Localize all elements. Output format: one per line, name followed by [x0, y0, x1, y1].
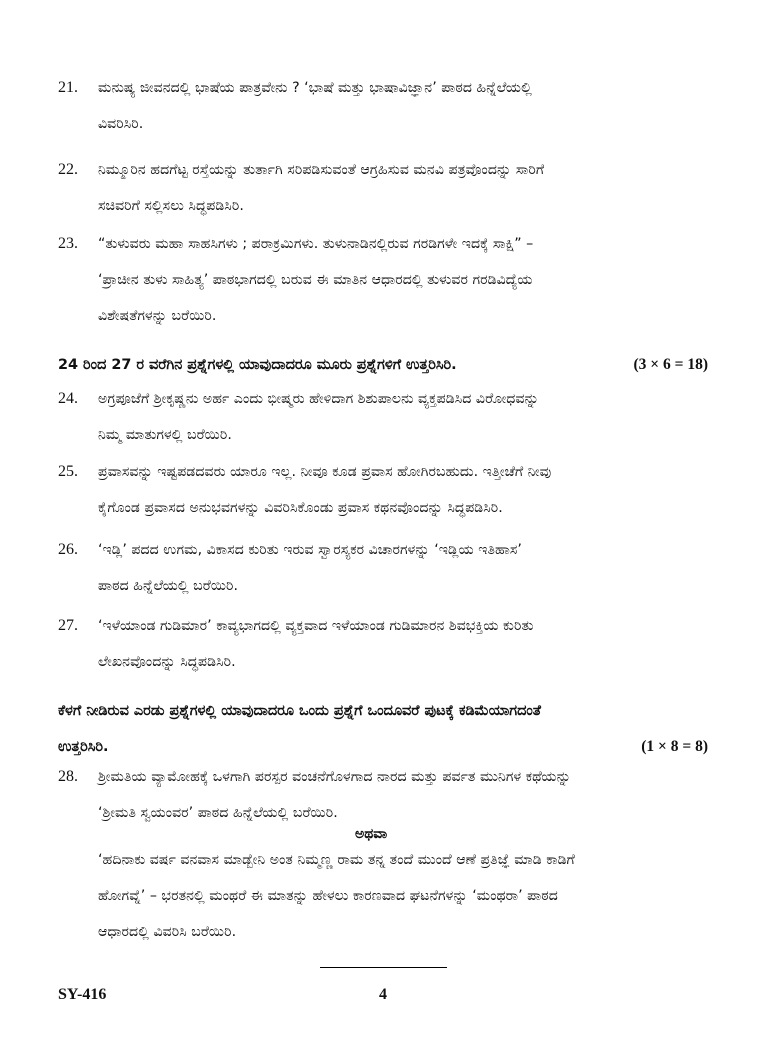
- question-25: [58, 463, 708, 526]
- marks-label: (3 × 6 = 18): [633, 356, 708, 373]
- page-number: 4: [379, 986, 387, 1003]
- question-number: 26.: [58, 541, 78, 558]
- section-instruction: [58, 347, 708, 383]
- question-text-line: ‘ಇಳೆಯಾಂಡ ಗುಡಿಮಾರ’ ಕಾವ್ಯಭಾಗದಲ್ಲಿ ವ್ಯಕ್ತವಾದ ಇಳೆಯಾಂಡ ಗುಡಿಮಾರನ ಶಿವಭಕ್ತಿಯ ಕುರಿತು: [98, 618, 534, 634]
- question-text-line: ‘ಪ್ರಾಚೀನ ತುಳು ಸಾಹಿತ್ಯ’ ಪಾಠಭಾಗದಲ್ಲಿ ಬರುವ ಈ ಮಾತಿನ ಆಧಾರದಲ್ಲಿ ತುಳುವರ ಗರಡಿವಿದ್ಯೆಯ: [98, 272, 533, 288]
- question-number: 24.: [58, 390, 78, 407]
- instruction-text: 24 ರಿಂದ 27 ರ ವರೆಗಿನ ಪ್ರಶ್ನೆಗಳಲ್ಲಿ ಯಾವುದಾದರೂ ಮೂರು ಪ್ರಶ್ನೆಗಳಿಗೆ ಉತ್ತರಿಸಿರಿ.: [58, 357, 457, 373]
- instruction-text: ಕೆಳಗೆ ನೀಡಿರುವ ಎರಡು ಪ್ರಶ್ನೆಗಳಲ್ಲಿ ಯಾವುದಾದರೂ ಒಂದು ಪ್ರಶ್ನೆಗೆ ಒಂದೂವರೆ ಪುಟಕ್ಕೆ ಕಡಿಮೆಯಾಗದಂತೆ: [58, 703, 541, 719]
- question-24: [58, 390, 708, 453]
- question-text-line: ‘ಹದಿನಾಕು ವರ್ಷ ವನವಾಸ ಮಾಡ್ಬೇನಿ ಅಂತ ನಿಮ್ಮಣ್ಣ ರಾಮ ತನ್ನ ತಂದೆ ಮುಂದೆ ಆಣೆ ಪ್ರತಿಜ್ಞೆ ಮಾಡಿ ಕಾಡಿಗೆ: [98, 852, 575, 868]
- question-number: 25.: [58, 463, 78, 480]
- question-26: [58, 541, 708, 604]
- question-21: [58, 79, 708, 142]
- question-text-line: ಶ್ರೀಮತಿಯ ವ್ಯಾಮೋಹಕ್ಕೆ ಒಳಗಾಗಿ ಪರಸ್ಪರ ವಂಚನೆಗೊಳಗಾದ ನಾರದ ಮತ್ತು ಪರ್ವತ ಮುನಿಗಳ ಕಥೆಯನ್ನು: [98, 769, 571, 785]
- question-text-line: ‘ಇಡ್ಲಿ’ ಪದದ ಉಗಮ, ವಿಕಾಸದ ಕುರಿತು ಇರುವ ಸ್ವಾರಸ್ಯಕರ ವಿಚಾರಗಳನ್ನು ‘ಇಡ್ಲಿಯ ಇತಿಹಾಸ’: [98, 542, 522, 558]
- question-text-line: ಆಧಾರದಲ್ಲಿ ವಿವರಿಸಿ ಬರೆಯಿರಿ.: [98, 924, 237, 940]
- question-number: 22.: [58, 161, 78, 178]
- question-23: [58, 235, 708, 334]
- question-text-line: ಪ್ರವಾಸವನ್ನು ಇಷ್ಟಪಡದವರು ಯಾರೂ ಇಲ್ಲ. ನೀವೂ ಕೂಡ ಪ್ರವಾಸ ಹೋಗಿರಬಹುದು. ಇತ್ತೀಚೆಗೆ ನೀವು: [98, 464, 552, 480]
- question-text-line: ಸಚಿವರಿಗೆ ಸಲ್ಲಿಸಲು ಸಿದ್ಧಪಡಿಸಿರಿ.: [98, 198, 244, 214]
- marks-label: (1 × 8 = 8): [641, 738, 708, 755]
- question-27: [58, 617, 708, 680]
- question-text-line: ಪಾಠದ ಹಿನ್ನೆಲೆಯಲ್ಲಿ ಬರೆಯಿರಿ.: [98, 578, 239, 594]
- question-text-line: ನಿಮ್ಮೂರಿನ ಹದಗೆಟ್ಟ ರಸ್ತೆಯನ್ನು ತುರ್ತಾಗಿ ಸರಿಪಡಿಸುವಂತೆ ಆಗ್ರಹಿಸುವ ಮನವಿ ಪತ್ರವೊಂದನ್ನು ಸಾರಿಗೆ: [98, 162, 545, 178]
- question-text-line: ವಿವರಿಸಿರಿ.: [98, 116, 144, 132]
- question-text-line: ಹೋಗವ್ನೆ’ – ಭರತನಲ್ಲಿ ಮಂಥರೆ ಈ ಮಾತನ್ನು ಹೇಳಲು ಕಾರಣವಾದ ಘಟನೆಗಳನ್ನು ‘ಮಂಥರಾ’ ಪಾಠದ: [98, 888, 558, 904]
- question-text-line: ವಿಶೇಷತೆಗಳನ್ನು ಬರೆಯಿರಿ.: [98, 308, 217, 324]
- paper-code: SY-416: [58, 986, 107, 1003]
- section-instruction: [58, 693, 708, 765]
- question-text-line: ಅಗ್ರಪೂಜೆಗೆ ಶ್ರೀಕೃಷ್ಣನು ಅರ್ಹ ಎಂದು ಭೀಷ್ಮರು ಹೇಳಿದಾಗ ಶಿಶುಪಾಲನು ವ್ಯಕ್ತಪಡಿಸಿದ ವಿರೋಧವನ್ನು: [98, 391, 539, 407]
- question-number: 27.: [58, 617, 78, 634]
- question-text-line: ಕೈಗೊಂಡ ಪ್ರವಾಸದ ಅನುಭವಗಳನ್ನು ವಿವರಿಸಿಕೊಂಡು ಪ್ರವಾಸ ಕಥನವೊಂದನ್ನು ಸಿದ್ಧಪಡಿಸಿರಿ.: [98, 500, 503, 516]
- or-label: ಅಥವಾ: [355, 826, 388, 842]
- question-text-line: ನಿಮ್ಮ ಮಾತುಗಳಲ್ಲಿ ಬರೆಯಿರಿ.: [98, 427, 232, 443]
- question-text-line: ‘ಶ್ರೀಮತಿ ಸ್ವಯಂವರ’ ಪಾಠದ ಹಿನ್ನೆಲೆಯಲ್ಲಿ ಬರೆಯಿರಿ.: [98, 805, 338, 821]
- question-number: 23.: [58, 235, 78, 252]
- question-28: [58, 768, 708, 831]
- question-number: 28.: [58, 768, 78, 785]
- question-22: [58, 161, 708, 224]
- question-number: 21.: [58, 79, 78, 96]
- question-text-line: “ತುಳುವರು ಮಹಾ ಸಾಹಸಿಗಳು ; ಪರಾಕ್ರಮಿಗಳು. ತುಳುನಾಡಿನಲ್ಲಿರುವ ಗರಡಿಗಳೇ ಇದಕ್ಕೆ ಸಾಕ್ಷಿ” –: [98, 236, 534, 252]
- instruction-text: ಉತ್ತರಿಸಿರಿ.: [58, 739, 109, 755]
- question-text-line: ಮನುಷ್ಯ ಜೀವನದಲ್ಲಿ ಭಾಷೆಯ ಪಾತ್ರವೇನು ? ‘ಭಾಷೆ ಮತ್ತು ಭಾಷಾವಿಜ್ಞಾನ’ ಪಾಠದ ಹಿನ್ನೆಲೆಯಲ್ಲಿ: [98, 80, 532, 96]
- footer-divider: [320, 967, 447, 968]
- question-28-alternative: [58, 851, 708, 950]
- question-text-line: ಲೇಖನವೊಂದನ್ನು ಸಿದ್ಧಪಡಿಸಿರಿ.: [98, 654, 236, 670]
